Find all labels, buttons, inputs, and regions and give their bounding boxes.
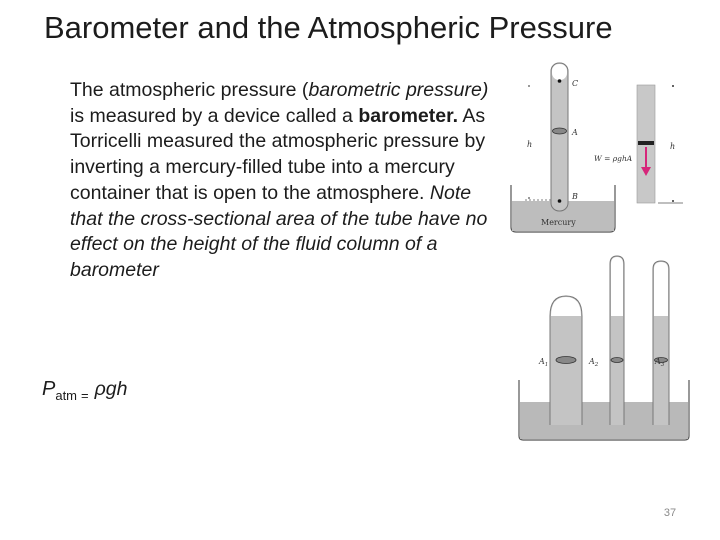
column-top-tick xyxy=(672,85,674,87)
tube-vacuum xyxy=(552,64,567,80)
label-a: A xyxy=(572,128,578,137)
tube-2-vacuum xyxy=(611,257,623,316)
label-h-left: h xyxy=(527,140,533,149)
body-text-barometer: barometer. xyxy=(358,104,459,127)
body-paragraph xyxy=(70,78,490,284)
column-bottom-tick xyxy=(672,200,674,202)
label-b: B xyxy=(572,192,578,201)
formula-rhs: ρgh xyxy=(94,378,128,400)
body-text-note: Note that the cross-sectional area of the tube have no effect on the height of the fluid column of a barometer xyxy=(70,181,488,281)
tube-3-vacuum xyxy=(654,262,668,316)
formula-equals: = xyxy=(81,388,89,403)
page-number: 37 xyxy=(663,507,677,519)
column-area-slab xyxy=(638,141,654,145)
label-weight: W = ρghA xyxy=(594,154,633,163)
point-b xyxy=(558,199,562,203)
tubes-figure xyxy=(505,252,695,444)
body-text-2: is measured by a device called a xyxy=(70,104,359,127)
label-a3: $A_3$ xyxy=(655,357,665,368)
slide-title: Barometer and the Atmospheric Pressure xyxy=(44,10,613,45)
barometer-figure xyxy=(505,55,685,240)
point-c xyxy=(558,79,562,83)
body-text-1: The atmospheric pressure ( xyxy=(70,79,309,101)
barometer-tube xyxy=(551,63,568,211)
pressure-formula xyxy=(42,378,127,401)
label-a2: $A_2$ xyxy=(589,357,599,368)
label-a1: $A_1$ xyxy=(539,357,549,368)
area-a-disk xyxy=(553,128,567,134)
tube-2-area-disk xyxy=(611,358,623,363)
body-text-barometric-pressure: barometric pressure) xyxy=(308,79,489,101)
label-h-right: h xyxy=(670,142,676,151)
formula-p: P xyxy=(42,378,56,400)
formula-subscript: atm xyxy=(55,388,78,403)
label-c: C xyxy=(572,79,579,88)
label-mercury: Mercury xyxy=(541,218,576,227)
tube-1-area-disk xyxy=(556,357,576,364)
body-text-3: As Torricelli measured the atmospheric pressure by inverting a mercury-filled tube into a mercury container that is open to the atmosphere. xyxy=(70,104,486,204)
